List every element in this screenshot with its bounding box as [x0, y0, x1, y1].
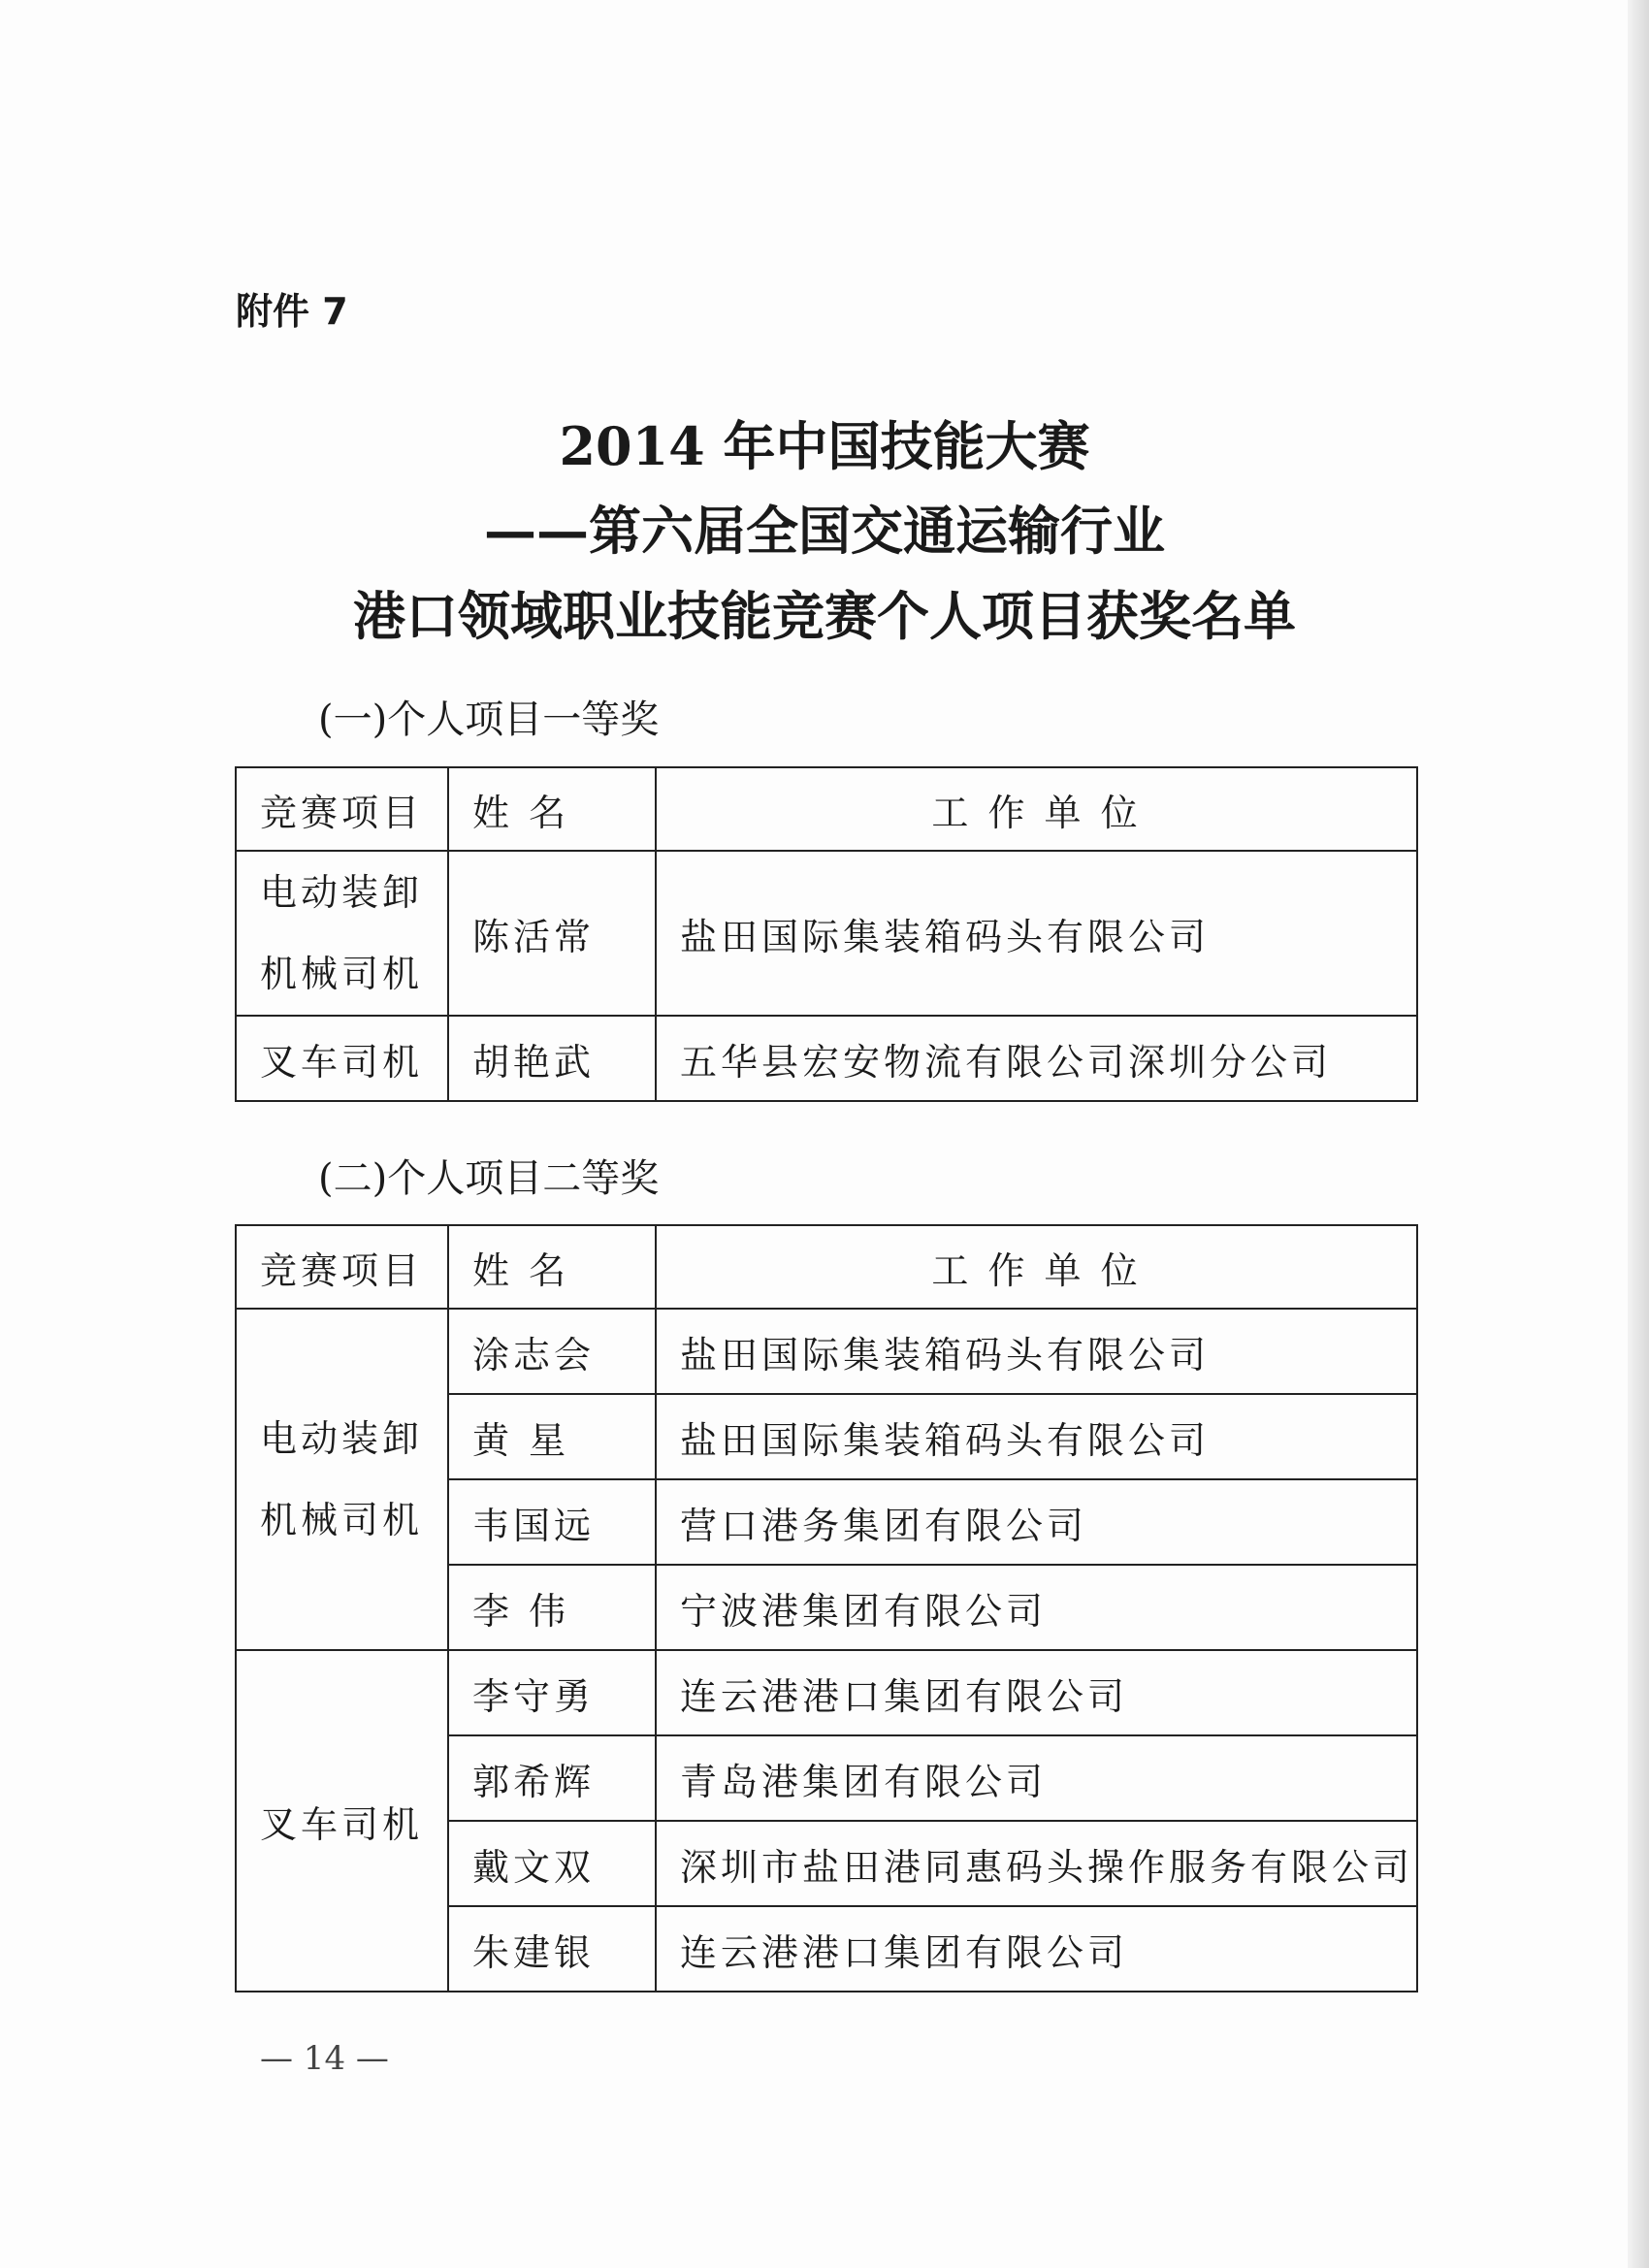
unit-cell: 盐田国际集装箱码头有限公司: [656, 851, 1417, 1016]
item-label-line: 电动装卸: [260, 871, 424, 914]
unit-cell: 五华县宏安物流有限公司深圳分公司: [656, 1016, 1417, 1101]
item-label-line: 机械司机: [260, 1499, 424, 1541]
name-cell: 韦国远: [448, 1479, 656, 1565]
item-cell: 叉车司机: [236, 1650, 448, 1992]
table-row: [236, 1309, 1417, 1394]
name-cell: 陈活常: [448, 851, 656, 1016]
header-unit: 工 作 单 位: [656, 1225, 1417, 1309]
unit-cell: 连云港港口集团有限公司: [656, 1906, 1417, 1992]
section-heading-second-prize: (二)个人项目二等奖: [318, 1156, 660, 1201]
item-cell: 叉车司机: [236, 1016, 448, 1101]
unit-cell: 宁波港集团有限公司: [656, 1565, 1417, 1650]
header-unit: 工 作 单 位: [656, 767, 1417, 851]
first-prize-table: [235, 766, 1418, 1102]
name-cell: 戴文双: [448, 1821, 656, 1906]
unit-cell: 盐田国际集装箱码头有限公司: [656, 1309, 1417, 1394]
item-label-line: 电动装卸: [260, 1417, 424, 1460]
unit-cell: 盐田国际集装箱码头有限公司: [656, 1394, 1417, 1479]
title-line-3: 港口领域职业技能竞赛个人项目获奖名单: [353, 585, 1296, 647]
title-line-1: 2014 年中国技能大赛: [559, 415, 1090, 477]
page-edge-shadow: [1628, 0, 1649, 2268]
unit-cell: 连云港港口集团有限公司: [656, 1650, 1417, 1735]
title-line-2: ——第六届全国交通运输行业: [484, 500, 1165, 562]
name-cell: 黄 星: [448, 1394, 656, 1479]
header-name: 姓 名: [448, 767, 656, 851]
section-heading-first-prize: (一)个人项目一等奖: [318, 697, 660, 742]
table-header-row: [236, 767, 1417, 851]
header-name: 姓 名: [448, 1225, 656, 1309]
header-item: 竞赛项目: [236, 1225, 448, 1309]
page-number: — 14 —: [260, 2039, 389, 2078]
item-cell: [236, 1309, 448, 1650]
name-cell: 朱建银: [448, 1906, 656, 1992]
name-cell: 涂志会: [448, 1309, 656, 1394]
name-cell: 李 伟: [448, 1565, 656, 1650]
item-label-line: 机械司机: [260, 953, 424, 995]
second-prize-table: [235, 1224, 1418, 1993]
unit-cell: 青岛港集团有限公司: [656, 1735, 1417, 1821]
name-cell: 李守勇: [448, 1650, 656, 1735]
unit-cell: 深圳市盐田港同惠码头操作服务有限公司: [656, 1821, 1417, 1906]
name-cell: 郭希辉: [448, 1735, 656, 1821]
unit-cell: 营口港务集团有限公司: [656, 1479, 1417, 1565]
header-item: 竞赛项目: [236, 767, 448, 851]
table-header-row: [236, 1225, 1417, 1309]
name-cell: 胡艳武: [448, 1016, 656, 1101]
item-cell: [236, 851, 448, 1016]
attachment-label: 附件 7: [236, 290, 348, 333]
table-row: [236, 1016, 1417, 1101]
table-row: [236, 1650, 1417, 1735]
table-row: [236, 851, 1417, 1016]
